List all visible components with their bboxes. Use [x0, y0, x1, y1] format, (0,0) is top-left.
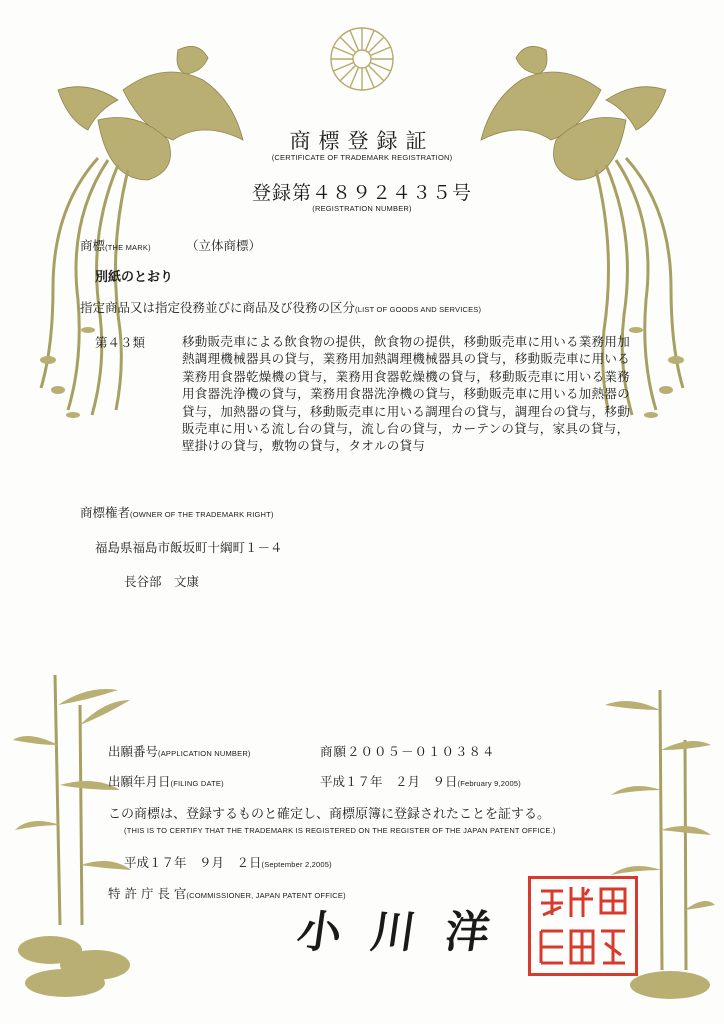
goods-list: 移動販売車による飲食物の提供，飲食物の提供，移動販売車に用いる業務用加熱調理機械器具の貸与，業務用加熱調理機械器具の貸与，移動販売車に用いる業務用食器乾燥機の貸与，業務用食器乾燥機の貸与，移動販売車に用いる業務用食器洗浄機の貸与，業務用食器洗浄機の貸与，移動販売車に用いる加熱器の貸与，加熱器の貸与，移動販売車に用いる調理台の貸与，調理台の貸与，移動販売車に用いる流し台の貸与，流し台の貸与，カーテンの貸与，家具の貸与，壁掛けの貸与，敷物の貸与，タオルの貸与	[182, 334, 631, 454]
filing-date-en: (February 9,2005)	[457, 779, 521, 788]
application-label-en: (APPLICATION NUMBER)	[158, 749, 251, 758]
owner-address: 福島県福島市飯坂町十綱町１－４	[95, 540, 283, 555]
registration-number: 登録第４８９２４３５号	[251, 182, 472, 204]
mark-label-en: (THE MARK)	[105, 243, 151, 252]
commissioner-label-en: (COMMISSIONER, JAPAN PATENT OFFICE)	[186, 891, 346, 900]
owner-name: 長谷部 文康	[124, 574, 200, 589]
certify-statement: この商標は、登録するものと確定し、商標原簿に登録されたことを証する。	[108, 807, 551, 822]
certificate-title: 商標登録証	[289, 129, 435, 153]
certificate-title-en: (CERTIFICATE OF TRADEMARK REGISTRATION)	[271, 153, 453, 162]
certify-statement-en: (THIS IS TO CERTIFY THAT THE TRADEMARK IS REGISTERED ON THE REGISTER OF THE JAPAN PATENT OFFICE.)	[124, 826, 556, 835]
filing-label-en: (FILING DATE)	[170, 779, 224, 788]
goods-label: 指定商品又は指定役務並びに商品及び役務の区分	[80, 300, 356, 315]
filing-label: 出願年月日	[108, 774, 171, 789]
goods-label-en: (LIST OF GOODS AND SERVICES)	[355, 305, 482, 314]
application-label-group	[108, 742, 251, 760]
filing-date: 平成１７年 ２月 ９日	[320, 774, 458, 789]
filing-date-group	[320, 772, 521, 790]
mark-value: 別紙のとおり	[95, 270, 174, 285]
official-seal-icon	[528, 876, 638, 976]
registration-number-en: (REGISTRATION NUMBER)	[312, 204, 412, 213]
chrysanthemum-emblem-icon	[322, 24, 402, 94]
mark-label-group	[80, 236, 151, 254]
goods-label-group	[80, 298, 481, 316]
issue-date-group	[124, 853, 332, 871]
owner-label-en: (OWNER OF THE TRADEMARK RIGHT)	[130, 510, 274, 519]
commissioner-label: 特 許 庁 長 官	[108, 886, 187, 901]
mark-type: （立体商標）	[186, 238, 262, 253]
issue-date-en: (September 2,2005)	[261, 860, 332, 869]
mark-label: 商標	[80, 238, 106, 253]
left-bamboo-icon	[10, 665, 140, 1005]
owner-label-group	[80, 503, 274, 521]
application-number: 商願２００５－０１０３８４	[320, 744, 496, 759]
issue-date: 平成１７年 ９月 ２日	[124, 855, 262, 870]
owner-label: 商標権者	[80, 505, 131, 520]
commissioner-signature: 小川洋	[293, 907, 523, 958]
filing-label-group	[108, 772, 224, 790]
goods-class: 第４３類	[95, 335, 146, 350]
application-label: 出願番号	[108, 744, 159, 759]
